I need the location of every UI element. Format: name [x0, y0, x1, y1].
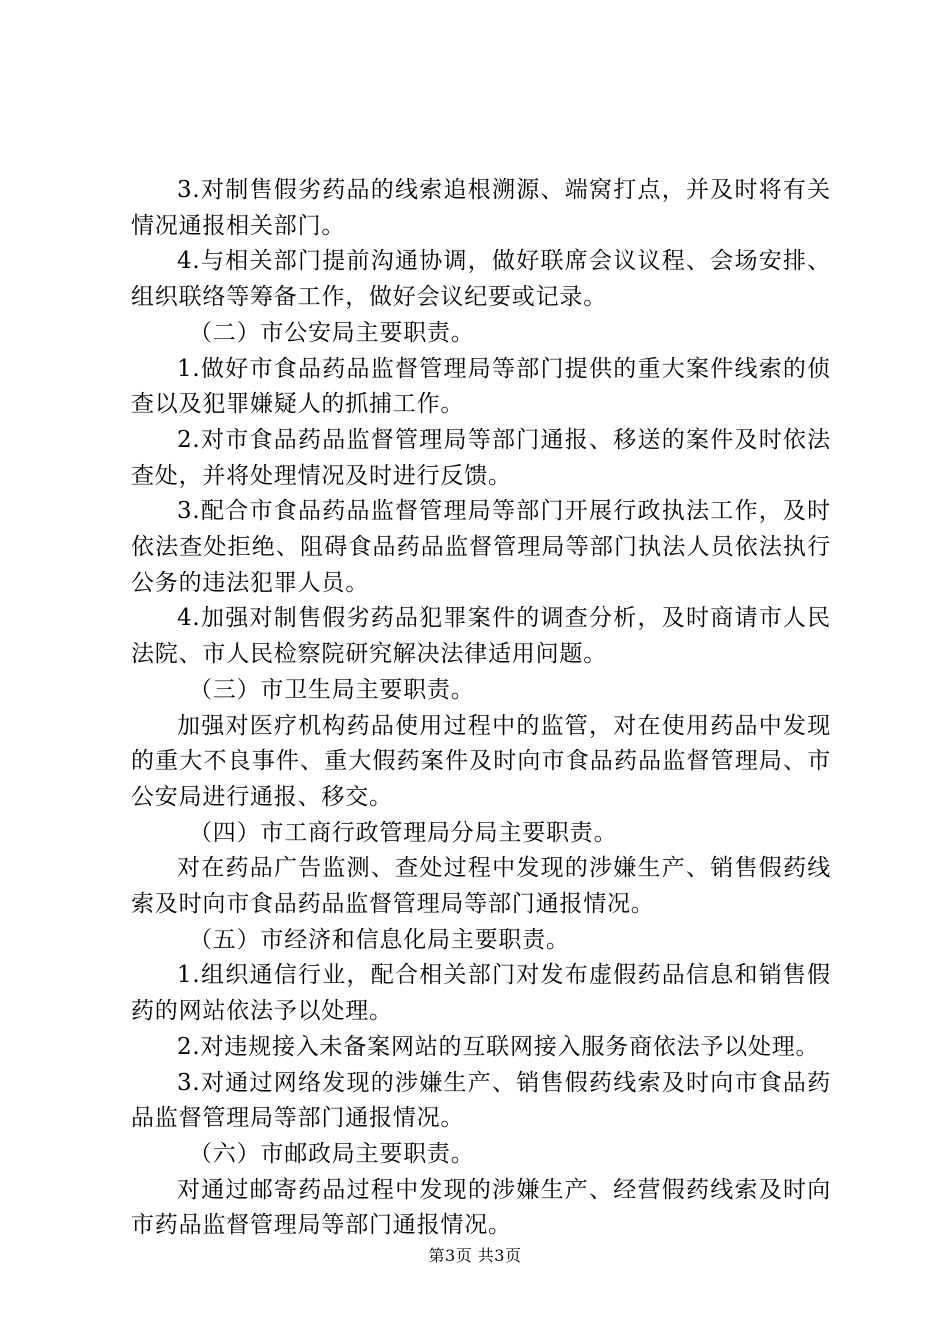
paragraph: 4.与相关部门提前沟通协调，做好联席会议议程、会场安排、组织联络等筹备工作，做好会议纪要或记录。 — [131, 248, 831, 311]
section-heading: （六）市邮政局主要职责。 — [189, 1140, 475, 1167]
paragraph: 3.对制售假劣药品的线索追根溯源、端窝打点，并及时将有关情况通报相关部门。 — [131, 177, 831, 239]
paragraph: 2.对市食品药品监督管理局等部门通报、移送的案件及时依法查处，并将处理情况及时进行反馈。 — [131, 426, 831, 489]
paragraph: 对在药品广告监测、查处过程中发现的涉嫌生产、销售假药线索及时向市食品药品监督管理局等部门通报情况。 — [131, 855, 831, 918]
paragraph: 3.对通过网络发现的涉嫌生产、销售假药线索及时向市食品药品监督管理局等部门通报情况。 — [131, 1069, 831, 1132]
paragraph: 对通过邮寄药品过程中发现的涉嫌生产、经营假药线索及时向市药品监督管理局等部门通报情况。 — [131, 1176, 831, 1239]
section-heading: （五）市经济和信息化局主要职责。 — [189, 926, 570, 953]
section-heading: （三）市卫生局主要职责。 — [189, 676, 475, 703]
paragraph: 1.做好市食品药品监督管理局等部门提供的重大案件线索的侦查以及犯罪嫌疑人的抓捕工作。 — [131, 355, 831, 418]
section-heading: （四）市工商行政管理局分局主要职责。 — [189, 819, 618, 846]
paragraph: 3.配合市食品药品监督管理局等部门开展行政执法工作，及时依法查处拒绝、阻碍食品药品监督管理局等部门执法人员依法执行公务的违法犯罪人员。 — [131, 498, 831, 596]
document-body — [131, 173, 831, 1244]
paragraph: 1.组织通信行业，配合相关部门对发布虚假药品信息和销售假药的网站依法予以处理。 — [131, 962, 831, 1025]
page-footer: 第3页 共3页 — [428, 1246, 522, 1265]
section-heading: （二）市公安局主要职责。 — [189, 319, 475, 346]
paragraph: 4.加强对制售假劣药品犯罪案件的调查分析，及时商请市人民法院、市人民检察院研究解决法律适用问题。 — [131, 605, 831, 668]
paragraph: 2.对违规接入未备案网站的互联网接入服务商依法予以处理。 — [177, 1033, 820, 1060]
paragraph: 加强对医疗机构药品使用过程中的监管，对在使用药品中发现的重大不良事件、重大假药案件及时向市食品药品监督管理局、市公安局进行通报、移交。 — [131, 712, 831, 810]
